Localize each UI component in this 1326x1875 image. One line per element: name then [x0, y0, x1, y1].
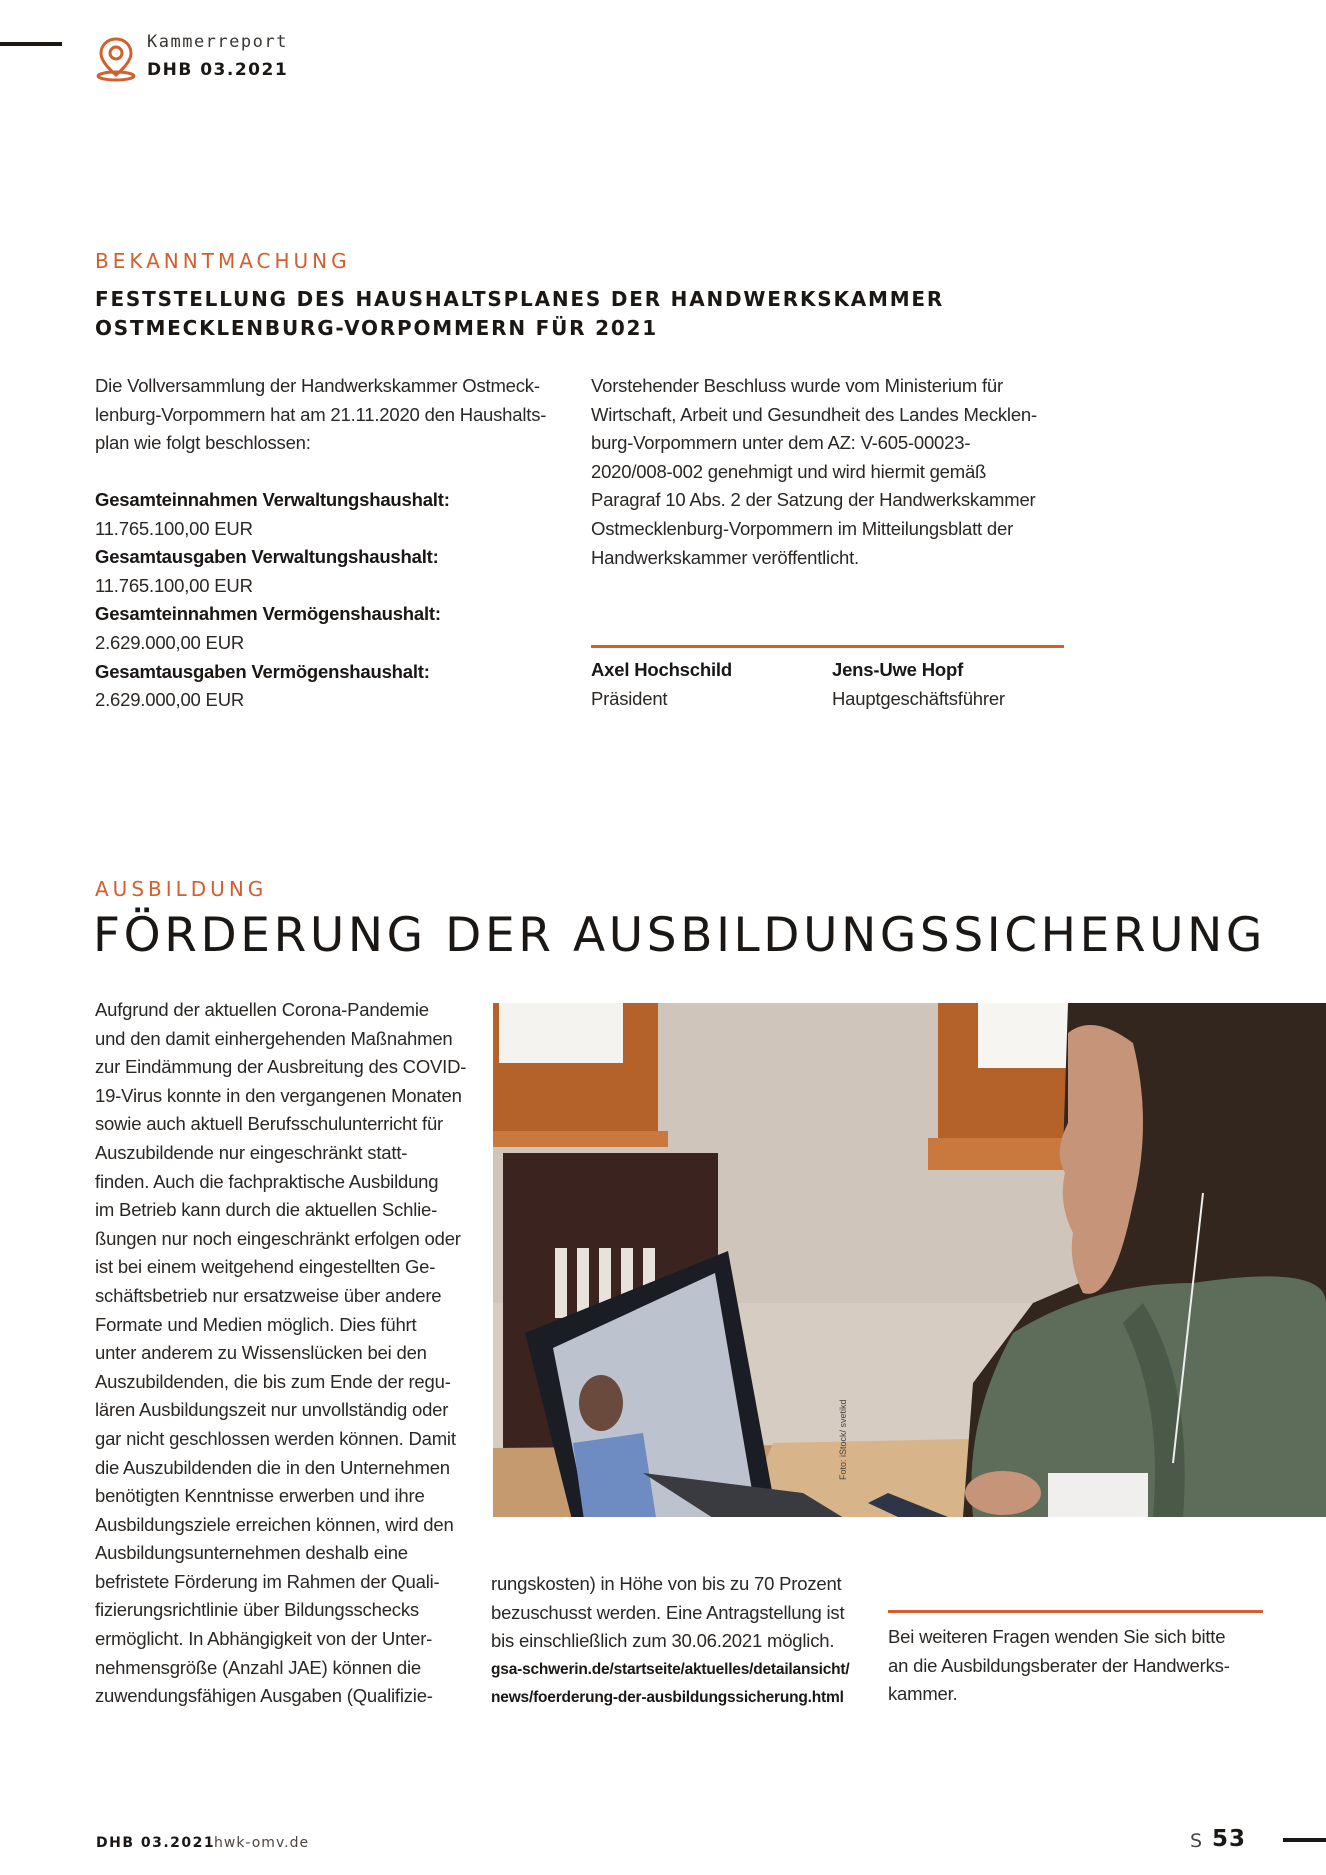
signatory-name: Jens-Uwe Hopf — [832, 659, 964, 680]
announcement-section-label: BEKANNTMACHUNG — [95, 249, 351, 273]
article-photo — [493, 1003, 1326, 1517]
text-line: Auszubildenden, die bis zum Ende der regu- — [95, 1370, 451, 1392]
article-section-label: AUSBILDUNG — [95, 877, 268, 901]
budget-figure-value: 2.629.000,00 EUR — [95, 631, 245, 653]
text-line: Ostmecklenburg-Vorpommern im Mitteilungsblatt der — [591, 517, 1014, 539]
text-line: fizierungsrichtlinie über Bildungsschecks — [95, 1599, 419, 1621]
text-line: kammer. — [888, 1683, 958, 1705]
photo-credit: Foto: iStock/ svetikd — [838, 1399, 848, 1480]
text-line: Ausbildungsziele erreichen können, wird den — [95, 1513, 454, 1535]
text-line: Handwerkskammer veröffentlicht. — [591, 546, 859, 568]
article-column-1 — [95, 996, 475, 1711]
text-line: im Betrieb kann durch die aktuellen Schlie- — [95, 1199, 438, 1221]
footer-website[interactable]: hwk-omv.de — [214, 1835, 310, 1851]
text-line: Paragraf 10 Abs. 2 der Satzung der Handwerkskammer — [591, 489, 1036, 511]
text-line: finden. Auch die fachpraktische Ausbildung — [95, 1170, 439, 1192]
text-line: und den damit einhergehenden Maßnahmen — [95, 1027, 453, 1049]
text-line: zur Eindämmung der Ausbreitung des COVID- — [95, 1056, 467, 1078]
budget-figure-label: Gesamteinnahmen Verwaltungshaushalt: — [95, 489, 450, 510]
text-line: an die Ausbildungsberater der Handwerks- — [888, 1654, 1230, 1676]
article-link-line: news/foerderung-der-ausbildungssicherung.html — [491, 1689, 844, 1707]
text-line: benötigten Kenntnisse erwerben und ihre — [95, 1485, 425, 1507]
budget-figure-item — [95, 600, 555, 657]
text-line: gar nicht geschlossen werden können. Damit — [95, 1427, 456, 1449]
text-line: lären Ausbildungszeit nur unvollständig oder — [95, 1399, 449, 1421]
signatory-role: Hauptgeschäftsführer — [832, 687, 1005, 709]
signatory-managing-director — [832, 656, 1005, 713]
text-line: ist bei einem weitgehend eingestellten Ge- — [95, 1256, 436, 1278]
signature-divider — [591, 645, 1064, 648]
article-link[interactable] — [491, 1656, 871, 1713]
budget-figure-value: 11.765.100,00 EUR — [95, 574, 253, 596]
budget-figure-label: Gesamteinnahmen Vermögenshaushalt: — [95, 603, 441, 625]
signatory-name: Axel Hochschild — [591, 659, 732, 680]
article-column-2 — [491, 1570, 871, 1713]
footer-page-number: 53 — [1212, 1826, 1247, 1852]
budget-figure-item — [95, 543, 555, 600]
text-line: Bei weiteren Fragen wenden Sie sich bitte — [888, 1626, 1226, 1647]
footer-issue: DHB 03.2021 — [96, 1835, 216, 1851]
article-link-line: gsa-schwerin.de/startseite/aktuelles/detailansicht/ — [491, 1660, 850, 1678]
text-line: die Auszubildenden die in den Unternehmen — [95, 1456, 450, 1478]
text-line: ßungen nur noch eingeschränkt erfolgen oder — [95, 1227, 461, 1249]
article-title: FÖRDERUNG DER AUSBILDUNGSSICHERUNG — [93, 908, 1266, 963]
text-line: Ausbildungsunternehmen deshalb eine — [95, 1542, 408, 1564]
header-rule — [0, 42, 62, 46]
footer-rule — [1283, 1838, 1326, 1842]
text-line: schäftsbetrieb nur ersatzweise über andere — [95, 1284, 442, 1306]
text-line: Auszubildende nur eingeschränkt statt- — [95, 1141, 408, 1163]
header-kicker: Kammerreport — [147, 32, 288, 52]
budget-figure-value: 2.629.000,00 EUR — [95, 689, 245, 711]
signatory-role: Präsident — [591, 687, 668, 709]
text-line: nehmensgröße (Anzahl JAE) können die — [95, 1656, 421, 1678]
text-line: bis einschließlich zum 30.06.2021 möglich. — [491, 1630, 835, 1652]
contact-note — [888, 1623, 1278, 1709]
text-line: befristete Förderung im Rahmen der Quali- — [95, 1570, 440, 1592]
budget-figure-value: 11.765.100,00 EUR — [95, 517, 253, 539]
announcement-title-line: OSTMECKLENBURG-VORPOMMERN FÜR 2021 — [95, 316, 658, 340]
text-line: Vorstehender Beschluss wurde vom Ministerium für — [591, 375, 1003, 396]
signatory-president — [591, 656, 732, 713]
text-line: Wirtschaft, Arbeit und Gesundheit des Landes Mecklen- — [591, 403, 1037, 425]
header-issue: DHB 03.2021 — [147, 60, 289, 80]
text-line: Die Vollversammlung der Handwerkskammer Ostmeck- — [95, 375, 540, 396]
location-pin-icon — [96, 36, 136, 82]
approval-paragraph — [591, 372, 1071, 572]
text-line: 2020/008-002 genehmigt und wird hiermit gemäß — [591, 460, 987, 482]
text-line: lenburg-Vorpommern hat am 21.11.2020 den Haushalts- — [95, 403, 547, 425]
text-line: rungskosten) in Höhe von bis zu 70 Prozent — [491, 1573, 842, 1594]
budget-figure-item — [95, 658, 555, 715]
text-line: zuwendungsfähigen Ausgaben (Qualifizie- — [95, 1685, 433, 1707]
text-line: ermöglicht. In Abhängigkeit von der Unter- — [95, 1628, 433, 1650]
announcement-intro — [95, 372, 555, 458]
text-line: burg-Vorpommern unter dem AZ: V-605-00023- — [591, 432, 971, 454]
text-line: Aufgrund der aktuellen Corona-Pandemie — [95, 999, 429, 1020]
budget-figure-item — [95, 486, 555, 543]
text-line: unter anderem zu Wissenslücken bei den — [95, 1342, 427, 1364]
text-line: bezuschusst werden. Eine Antragstellung ist — [491, 1601, 845, 1623]
text-line: plan wie folgt beschlossen: — [95, 432, 311, 454]
budget-figures — [95, 486, 555, 715]
text-line: sowie auch aktuell Berufsschulunterricht für — [95, 1113, 444, 1135]
budget-figure-label: Gesamtausgaben Vermögenshaushalt: — [95, 660, 430, 682]
contact-divider — [888, 1610, 1263, 1613]
footer-page-prefix: S — [1190, 1830, 1203, 1852]
announcement-title — [95, 285, 944, 343]
text-line: Formate und Medien möglich. Dies führt — [95, 1313, 417, 1335]
announcement-title-line: FESTSTELLUNG DES HAUSHALTSPLANES DER HANDWERKSKAMMER — [95, 287, 945, 311]
budget-figure-label: Gesamtausgaben Verwaltungshaushalt: — [95, 546, 439, 568]
text-line: 19-Virus konnte in den vergangenen Monaten — [95, 1084, 462, 1106]
